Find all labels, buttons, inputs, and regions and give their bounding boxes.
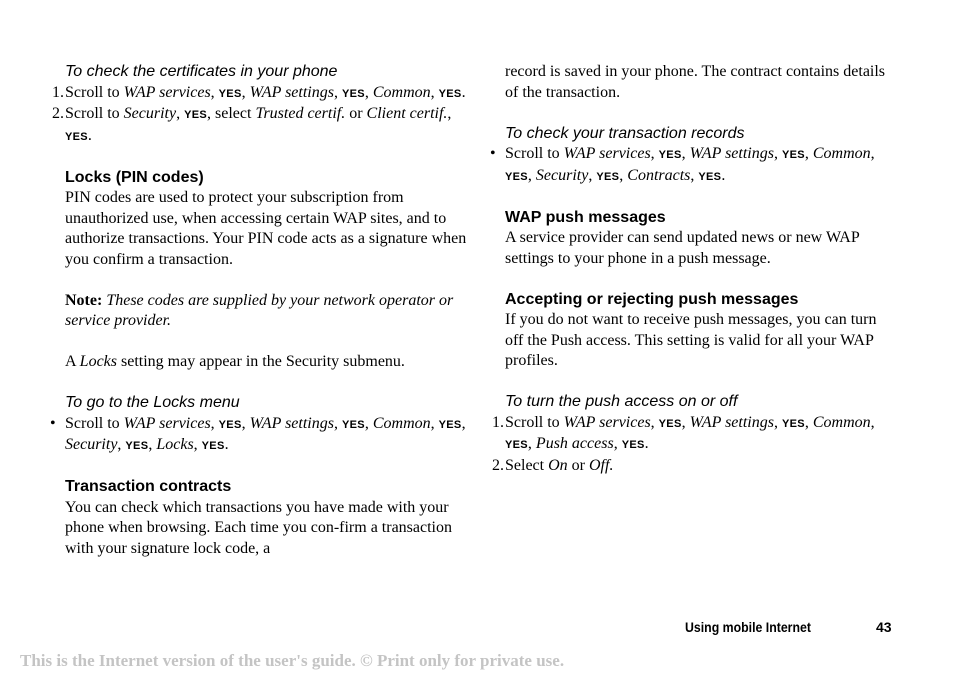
locks-heading: Locks (PIN codes) <box>65 168 204 186</box>
transaction-text-cont: record is saved in your phone. The contract contains details of the transaction. <box>505 63 886 101</box>
cert-step-1: 1. Scroll to WAP services, YES, WAP settings, YES, Common, YES. <box>52 83 466 101</box>
records-step: • Scroll to WAP services, YES, WAP settings, YES, Common, YES, Security, YES, Contracts, YES. <box>490 145 875 184</box>
goto-locks-step: • Scroll to WAP services, YES, WAP settings, YES, Common, YES, Security, YES, Locks, YES. <box>50 414 466 453</box>
cert-heading: To check the certificates in your phone <box>65 63 338 80</box>
footer-section-title: Using mobile Internet <box>685 619 811 635</box>
disclaimer-footer: This is the Internet version of the user's guide. © Print only for private use. <box>20 651 565 670</box>
left-column <box>48 62 468 559</box>
records-heading: To check your transaction records <box>505 124 745 142</box>
push-text: A service provider can send updated news or new WAP settings to your phone in a push message. <box>505 229 860 267</box>
locks-text: PIN codes are used to protect your subscription from unauthorized use, when accessing certain WAP sites, and to authorize transactions. Your PIN code acts as a signature when you confirm a transaction. <box>65 189 467 268</box>
accept-heading: Accepting or rejecting push messages <box>505 290 799 308</box>
transaction-heading: Transaction contracts <box>65 478 232 495</box>
turn-push-step-1: 1. Scroll to WAP services, YES, WAP settings, YES, Common, YES, Push access, YES. <box>492 413 875 452</box>
turn-push-step-2: 2. Select On or Off. <box>492 456 614 474</box>
turn-push-heading: To turn the push access on or off <box>505 393 738 410</box>
goto-locks-heading: To go to the Locks menu <box>65 394 240 411</box>
right-column <box>488 62 898 476</box>
note: Note: These codes are supplied by your network operator or service provider. <box>65 291 454 329</box>
transaction-text: You can check which transactions you have made with your phone when browsing. Each time you con-firm a transaction with your signature lock code, a <box>65 498 452 557</box>
locks-setting-text: A Locks setting may appear in the Security submenu. <box>65 353 405 370</box>
cert-step-2: 2. Scroll to Security, YES, select Trusted certif. or Client certif., YES. <box>52 105 452 144</box>
page-number: 43 <box>876 619 892 635</box>
accept-text: If you do not want to receive push messages, you can turn off the Push access. This setting is valid for all your WAP profiles. <box>505 311 877 369</box>
push-heading: WAP push messages <box>505 208 666 226</box>
